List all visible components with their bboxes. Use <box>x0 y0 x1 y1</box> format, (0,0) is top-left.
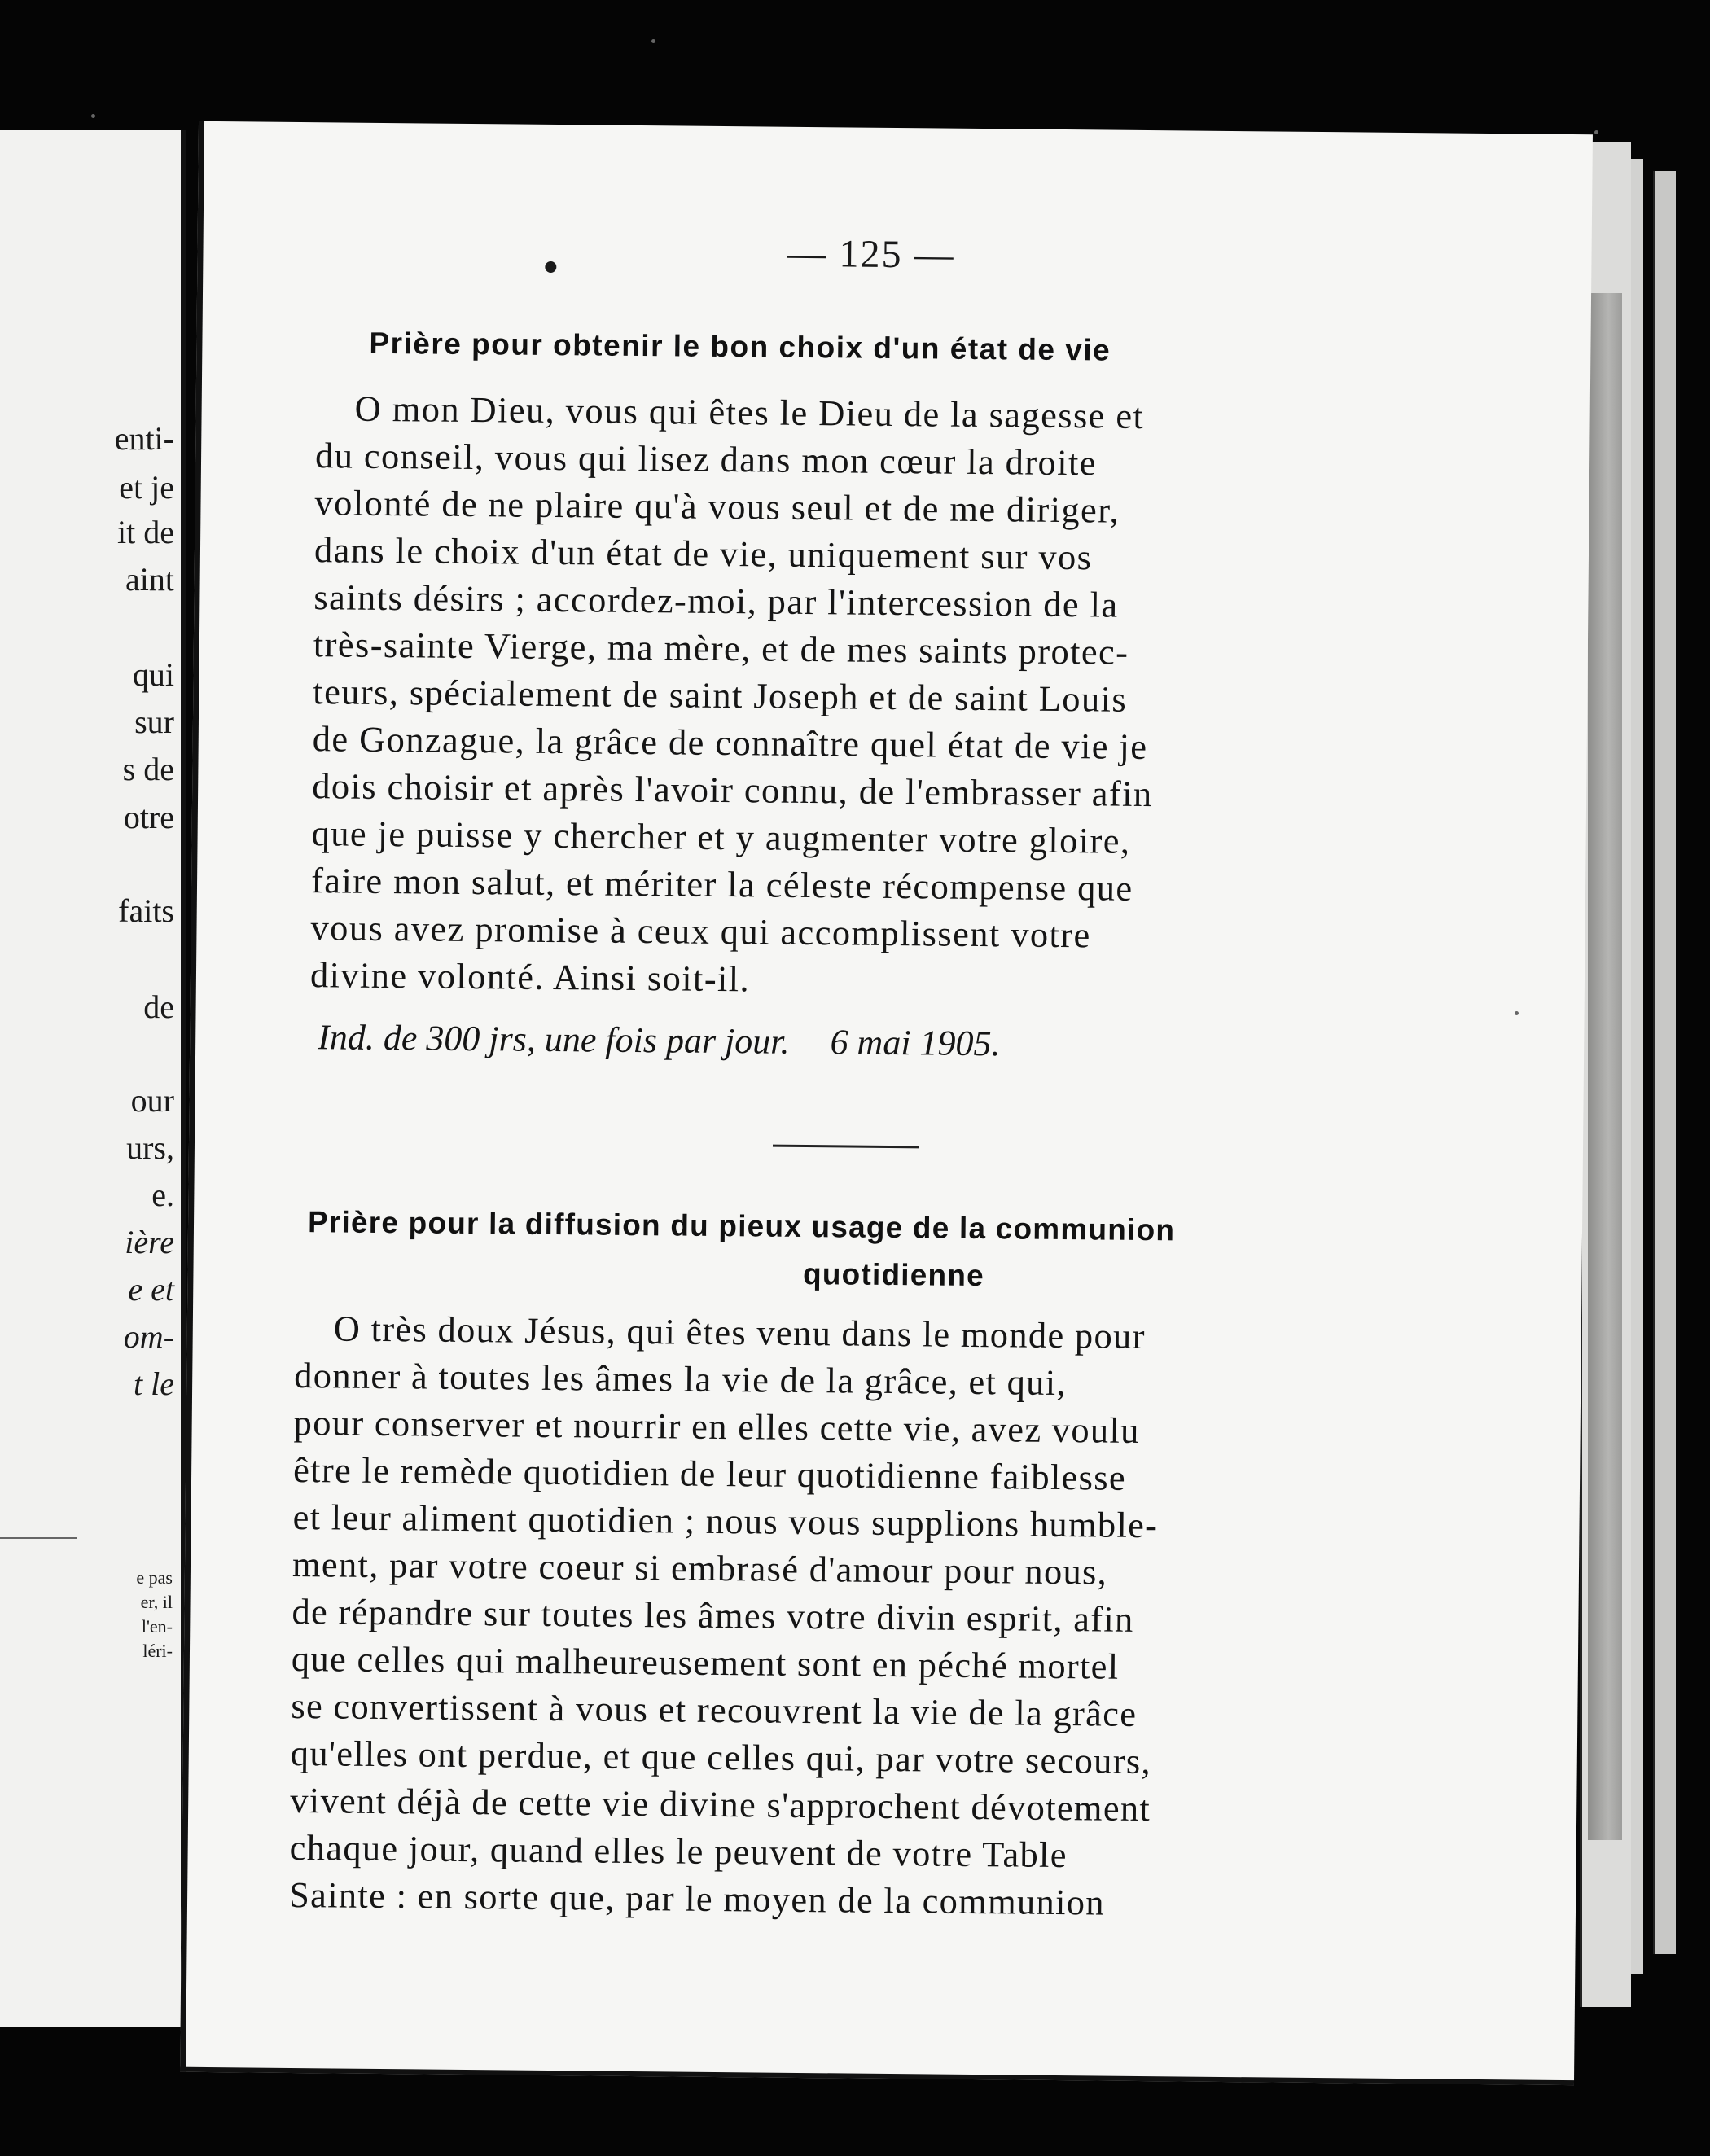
facing-page-line: our <box>130 1082 174 1119</box>
facing-page-footnote-line: léri- <box>142 1641 173 1661</box>
text-line: O mon Dieu, vous qui êtes le Dieu de la sagesse et <box>354 388 1145 436</box>
text-line: que celles qui malheureusement sont en péché mortel <box>291 1637 1120 1687</box>
text-line: divine volonté. Ainsi soit-il. <box>309 954 751 1000</box>
text-line: pour conserver et nourrir en elles cette vie, avez voulu <box>293 1401 1140 1451</box>
facing-page-line: enti- <box>114 420 174 457</box>
scan-speck <box>1594 130 1598 134</box>
page-edge-shadow <box>1588 293 1622 1840</box>
section-title-daily-communion-cont: quotidienne <box>802 1256 985 1293</box>
indulgence-note <box>318 1016 1376 1067</box>
prayer-body-choice-of-state <box>310 384 1456 1009</box>
text-line: teurs, spécialement de saint Joseph et de saint Louis <box>313 671 1128 720</box>
text-line: ment, par votre coeur si embrasé d'amour pour nous, <box>292 1543 1108 1593</box>
page-edge <box>1653 171 1676 1954</box>
text-line: et leur aliment quotidien ; nous vous supplions humble- <box>292 1496 1159 1546</box>
facing-page-line: om- <box>123 1318 174 1355</box>
facing-page-line: sur <box>134 703 174 740</box>
facing-page-line: it de <box>117 514 174 550</box>
header-dot <box>545 261 556 273</box>
indulgence-date: 6 mai 1905. <box>830 1022 1001 1064</box>
section-title-daily-communion: Prière pour la diffusion du pieux usage de la communion <box>307 1205 1176 1247</box>
facing-page-line: e et <box>128 1271 174 1308</box>
scan-speck <box>651 39 656 43</box>
facing-page-footnote-line: er, il <box>140 1592 173 1612</box>
facing-page-line: urs, <box>126 1129 174 1166</box>
facing-page-footnote-rule <box>0 1537 77 1539</box>
facing-page-line: s de <box>122 751 174 787</box>
text-line: de Gonzague, la grâce de connaître quel état de vie je <box>312 718 1148 768</box>
text-line: faire mon salut, et mériter la céleste récompense que <box>310 860 1133 909</box>
text-line: de répandre sur toutes les âmes votre divin esprit, afin <box>292 1590 1134 1640</box>
facing-page-line: qui <box>132 656 174 693</box>
prayer-body-daily-communion <box>289 1304 1451 1930</box>
text-line: qu'elles ont perdue, et que celles qui, par votre secours, <box>290 1732 1152 1782</box>
text-line: volonté de ne plaire qu'à vous seul et de me diriger, <box>314 482 1120 531</box>
facing-page <box>0 130 186 2027</box>
text-line: que je puisse y chercher et y augmenter votre gloire, <box>311 813 1131 861</box>
section-title-choice-of-state: Prière pour obtenir le bon choix d'un état de vie <box>369 326 1112 367</box>
facing-page-line: et je <box>119 469 174 506</box>
facing-page-line: e. <box>151 1177 174 1213</box>
facing-page-line: t le <box>134 1365 174 1402</box>
text-line: chaque jour, quand elles le peuvent de votre Table <box>289 1826 1068 1876</box>
section-separator <box>773 1145 919 1149</box>
scan-speck <box>91 114 95 118</box>
page-number: — 125 — <box>787 231 955 277</box>
facing-page-line: ière <box>125 1224 174 1260</box>
text-line: O très doux Jésus, qui êtes venu dans le monde pour <box>333 1308 1146 1357</box>
text-line: dans le choix d'un état de vie, uniquement sur vos <box>314 529 1093 578</box>
scan-speck <box>1515 1011 1519 1015</box>
text-line: vous avez promise à ceux qui accomplissent votre <box>310 907 1091 956</box>
main-page <box>180 121 1593 2085</box>
text-line: se convertissent à vous et recouvrent la vie de la grâce <box>291 1685 1138 1734</box>
text-line: donner à toutes les âmes la vie de la grâce, et qui, <box>294 1354 1068 1404</box>
text-line: très-sainte Vierge, ma mère, et de mes saints protec- <box>313 624 1129 673</box>
text-line: du conseil, vous qui lisez dans mon cœur la droite <box>314 435 1098 484</box>
text-line: être le remède quotidien de leur quotidienne faiblesse <box>292 1448 1127 1498</box>
facing-page-line: aint <box>125 561 174 598</box>
facing-page-footnote-line: e pas <box>136 1567 173 1588</box>
indulgence-text: Ind. de 300 jrs, une fois par jour. <box>318 1017 790 1062</box>
facing-page-line: faits <box>118 892 174 929</box>
text-line: dois choisir et après l'avoir connu, de l'embrasser afin <box>311 765 1153 815</box>
facing-page-line: otre <box>123 799 174 835</box>
facing-page-footnote-line: l'en- <box>141 1616 173 1637</box>
text-line: vivent déjà de cette vie divine s'approchent dévotement <box>290 1779 1151 1830</box>
facing-page-line: de <box>143 988 174 1025</box>
text-line: Sainte : en sorte que, par le moyen de la communion <box>288 1873 1106 1923</box>
text-line: saints désirs ; accordez-moi, par l'intercession de la <box>314 576 1119 625</box>
